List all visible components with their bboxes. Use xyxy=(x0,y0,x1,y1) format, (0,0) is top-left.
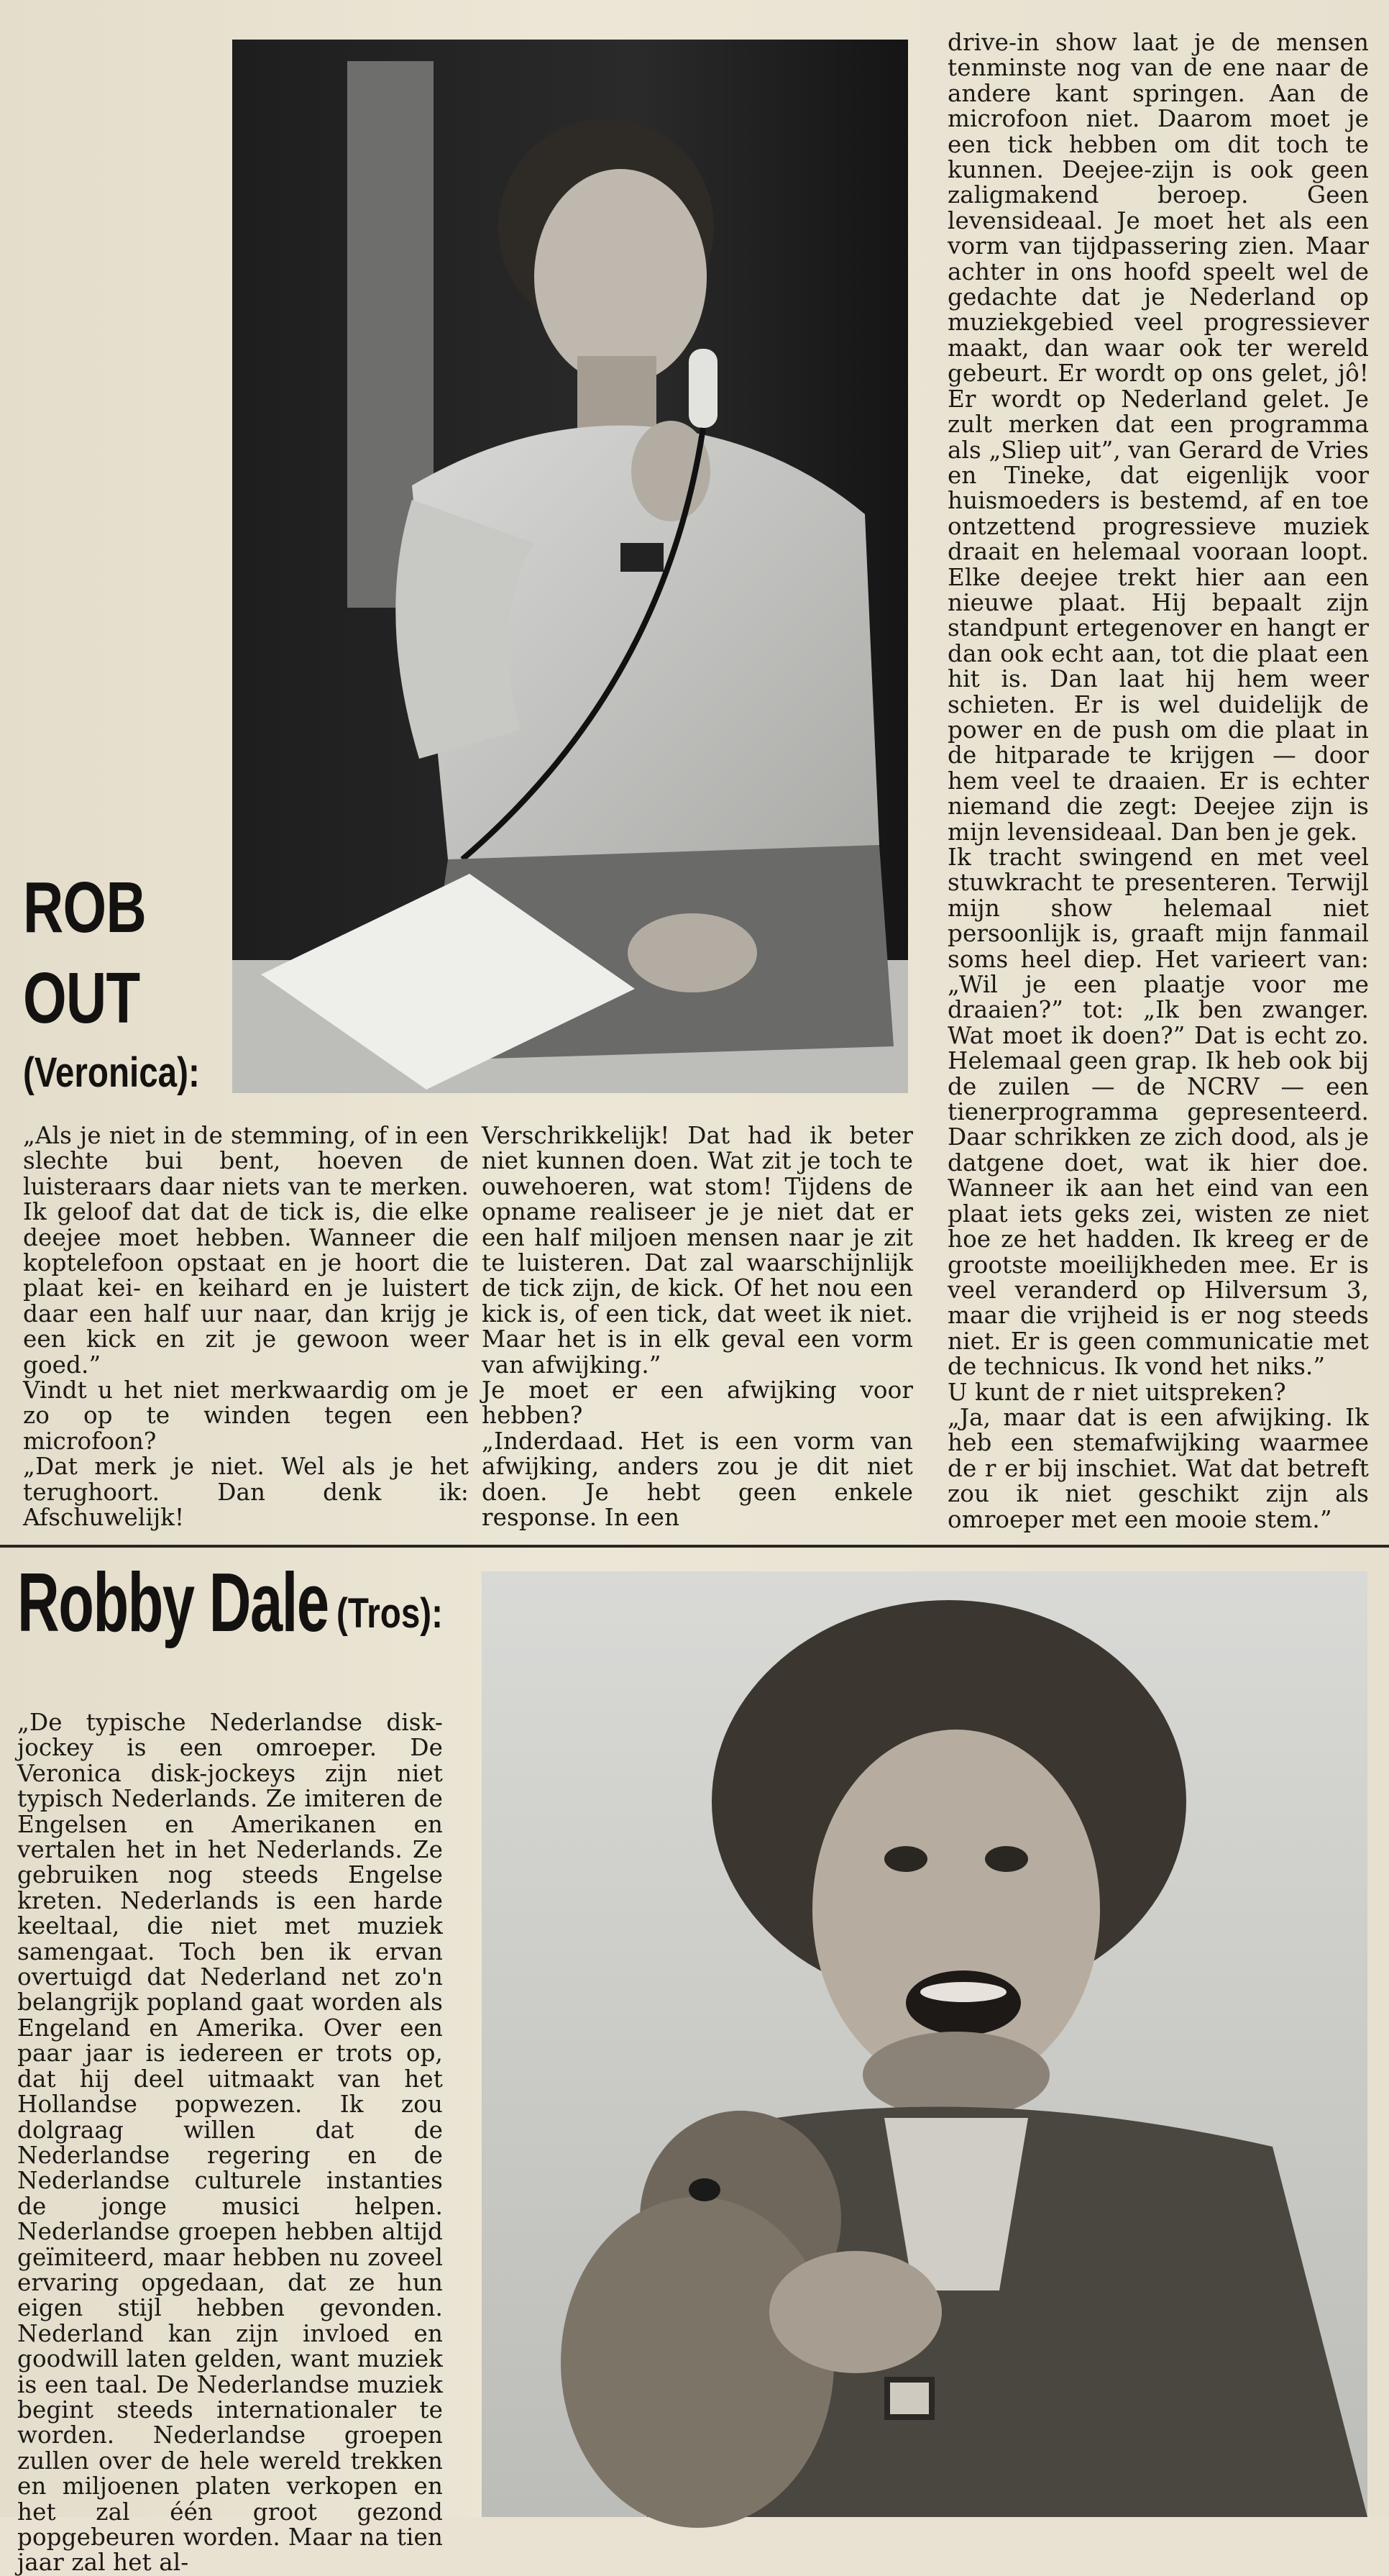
paragraph: „Ja, maar dat is een afwijking. Ik heb een stemafwijking waarmee de r er bij inschiet. Wat dat betreft zou ik niet geschikt zijn als omroeper met een mooie stem.” xyxy=(948,1403,1369,1533)
paragraph: „De typische Nederlandse disk-jockey is een omroeper. De Veronica disk-jockeys zijn niet typisch Nederlands. Ze imiteren de Engelsen en Amerikanen en vertalen het in het Nederlands. Ze gebruiken nog steeds Engelse kreten. Nederlands is een harde keeltaal, die niet met muziek samengaat. Toch ben ik ervan overtuigd dat Nederland net zo'n belangrijk popland gaat worden als Engeland en Amerika. Over een paar jaar is iedereen er trots op, dat hij deel uitmaakt van het Hollandse popwezen. Ik zou dolgraag willen dat de Nederlandse regering en de Nederlandse culturele instanties de jonge musici helpen. Nederlandse groepen hebben altijd geïmiteerd, maar hebben nu zoveel ervaring opgedaan, dat ze hun eigen stijl hebben gevonden. Nederland kan zijn invloed en goodwill laten gelden, want muziek is een taal. De Nederlandse muziek begint steeds internationaler te worden. Nederlandse groepen zullen over de hele wereld trekken en miljoenen platen verkopen en het zal één groot gezond popgebeuren worden. Maar na tien jaar zal het al- xyxy=(17,1709,443,2576)
rob-out-name-line1: ROB xyxy=(23,867,146,948)
question: Je moet er een afwijking voor hebben? xyxy=(482,1376,913,1430)
robby-dale-column-left xyxy=(17,1709,443,2576)
robby-dale-station: (Tros): xyxy=(336,1590,443,1637)
rob-out-column-middle xyxy=(482,1122,913,1532)
paragraph: „Als je niet in de stemming, of in een slechte bui bent, hoeven de luisteraars daar niets van te merken. Ik geloof dat dat de tick is, die elke deejee moet hebben. Wanneer die koptelefoon opstaat en je hoort die plaat kei- en keihard en je luistert daar een half uur naar, dan krijg je een kick en zit je gewoon weer goed.” xyxy=(23,1122,469,1379)
paragraph: Ik tracht swingend en met veel stuwkracht te presenteren. Terwijl mijn show helemaal niet persoonlijk is, graaft mijn fanmail soms heel diep. Het varieert van: „Wil je een plaatje voor me draaien?” tot: „Ik ben zwanger. Wat moet ik doen?” Dat is echt zo. Helemaal geen grap. Ik heb ook bij de zuilen — de NCRV — een tienerprogramma gepresenteerd. Daar schrikken ze zich dood, als je datgene doet, wat ik hier doe. Wanneer ik aan het eind van een plaat iets geks zei, wisten ze niet hoe ze het hadden. Ik kreeg er de grootste moeilijkheden mee. Er is veel veranderd op Hilversum 3, maar die vrijheid is er nog steeds niet. Er is geen communicatie met de technicus. Ik vond het niks.” xyxy=(948,844,1369,1381)
paragraph: Verschrikkelijk! Dat had ik beter niet kunnen doen. Wat zit je toch te ouwehoeren, wat stom! Tijdens de opname realiseer je je niet dat er een half miljoen mensen naar je zit te luisteren. Dat zal waarschijnlijk de tick zijn, de kick. Of het nou een kick is, of een tick, dat weet ik niet. Maar het is in elk geval een vorm van afwijking.” xyxy=(482,1122,913,1379)
section-divider xyxy=(0,1545,1389,1548)
photo-rob-out xyxy=(232,40,908,1093)
photo-robby-dale xyxy=(482,1571,1367,2517)
paragraph: „Dat merk je niet. Wel als je het terughoort. Dan denk ik: Afschuwelijk! xyxy=(23,1453,469,1532)
rob-out-name-line2: OUT xyxy=(23,958,140,1038)
rob-out-column-left xyxy=(23,1122,469,1532)
question: U kunt de r niet uitspreken? xyxy=(948,1378,1286,1406)
question: Vindt u het niet merkwaardig om je zo op te winden tegen een microfoon? xyxy=(23,1376,469,1455)
rob-out-column-right xyxy=(948,29,1369,1533)
paragraph: drive-in show laat je de mensen tenminste nog van de ene naar de andere kant springen. Aan de microfoon niet. Daarom moet je een tick hebben om dit toch te kunnen. Deejee-zijn is ook geen zaligmakend beroep. Geen levensideaal. Je moet het als een vorm van tijdpassering zien. Maar achter in ons hoofd speelt wel de gedachte dat je Nederland op muziekgebied veel progressiever maakt, dan waar ook ter wereld gebeurt. Er wordt op ons gelet, jô! Er wordt op Nederland gelet. Je zult merken dat een programma als „Sliep uit”, van Gerard de Vries en Tineke, dat eigenlijk voor huismoeders is bestemd, af en toe ontzettend progressieve muziek draait en helemaal vooraan loopt. Elke deejee trekt hier aan een nieuwe plaat. Hij bepaalt zijn standpunt ertegenover en hangt er dan ook echt aan, tot die plaat een hit is. Dan laat hij hem weer schieten. Er is wel duidelijk de power en de push om die plaat in de hitparade te krijgen — door hem veel te draaien. Er is echter niemand die zegt: Deejee zijn is mijn levensideaal. Dan ben je gek. xyxy=(948,29,1369,846)
robby-dale-name: Robby Dale xyxy=(17,1556,329,1649)
rob-out-station: (Veronica): xyxy=(23,1049,200,1096)
paragraph: „Inderdaad. Het is een vorm van afwijking, anders zou je dit niet doen. Je hebt geen enkele response. In een xyxy=(482,1427,913,1532)
